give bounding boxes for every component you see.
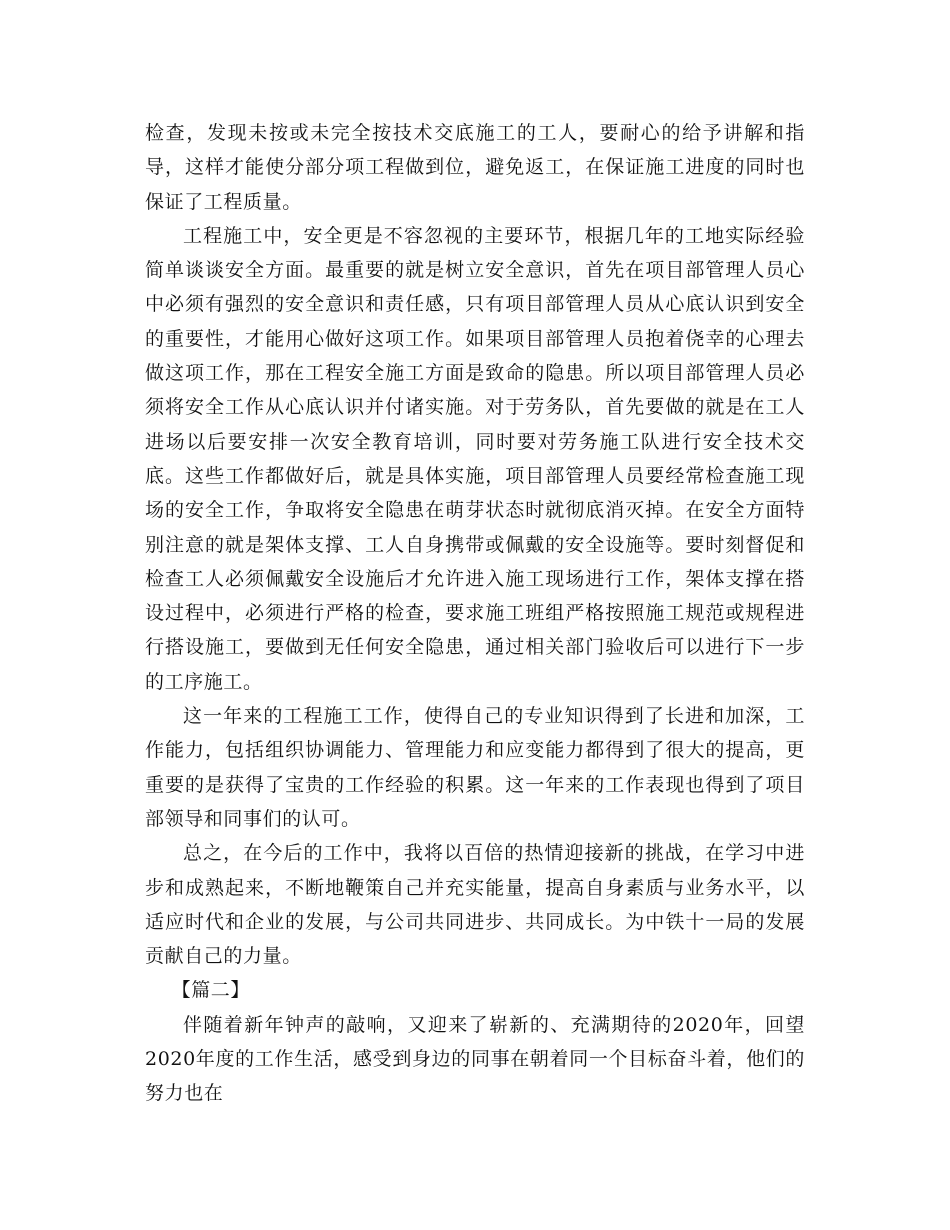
paragraph-conclusion: 总之，在今后的工作中，我将以百倍的热情迎接新的挑战，在学习中进步和成熟起来，不断地鞭策自己并充实能量，提高自身素质与业务水平，以适应时代和企业的发展，与公司共同进步、共同成长。为中铁十一局的发展贡献自己的力量。 bbox=[145, 842, 805, 968]
paragraph-quality-check: 检查，发现未按或未完全按技术交底施工的工人，要耐心的给予讲解和指导，这样才能使分部分项工程做到位，避免返工，在保证施工进度的同时也保证了工程质量。 bbox=[145, 122, 805, 213]
paragraph-new-year: 伴随着新年钟声的敲响，又迎来了崭新的、充满期待的2020年，回望2020年度的工作生活，感受到身边的同事在朝着同一个目标奋斗着，他们的努力也在 bbox=[145, 1013, 805, 1105]
paragraph-safety: 工程施工中，安全更是不容忽视的主要环节，根据几年的工地实际经验简单谈谈安全方面。最重要的就是树立安全意识，首先在项目部管理人员心中必须有强烈的安全意识和责任感，只有项目部管理人员从心底认识到安全的重要性，才能用心做好这项工作。如果项目部管理人员抱着侥幸的心理去做这项工作，那在工程安全施工方面是致命的隐患。所以项目部管理人员必须将安全工作从心底认识并付诸实施。对于劳务队，首先要做的就是在工人进场以后要安排一次安全教育培训，同时要对劳务施工队进行安全技术交底。这些工作都做好后，就是具体实施，项目部管理人员要经常检查施工现场的安全工作，争取将安全隐患在萌芽状态时就彻底消灭掉。在安全方面特别注意的就是架体支撑、工人自身携带或佩戴的安全设施等。要时刻督促和检查工人必须佩戴安全设施后才允许进入施工现场进行工作，架体支撑在搭设过程中，必须进行严格的检查，要求施工班组严格按照施工规范或规程进行搭设施工，要做到无任何安全隐患，通过相关部门验收后可以进行下一步的工序施工。 bbox=[145, 224, 805, 693]
paragraph-year-review: 这一年来的工程施工工作，使得自己的专业知识得到了长进和加深，工作能力，包括组织协调能力、管理能力和应变能力都得到了很大的提高，更重要的是获得了宝贵的工作经验的积累。这一年来的工作表现也得到了项目部领导和同事们的认可。 bbox=[145, 705, 805, 830]
document-body bbox=[145, 116, 805, 1111]
section-heading: 【篇二】 bbox=[171, 979, 250, 1002]
